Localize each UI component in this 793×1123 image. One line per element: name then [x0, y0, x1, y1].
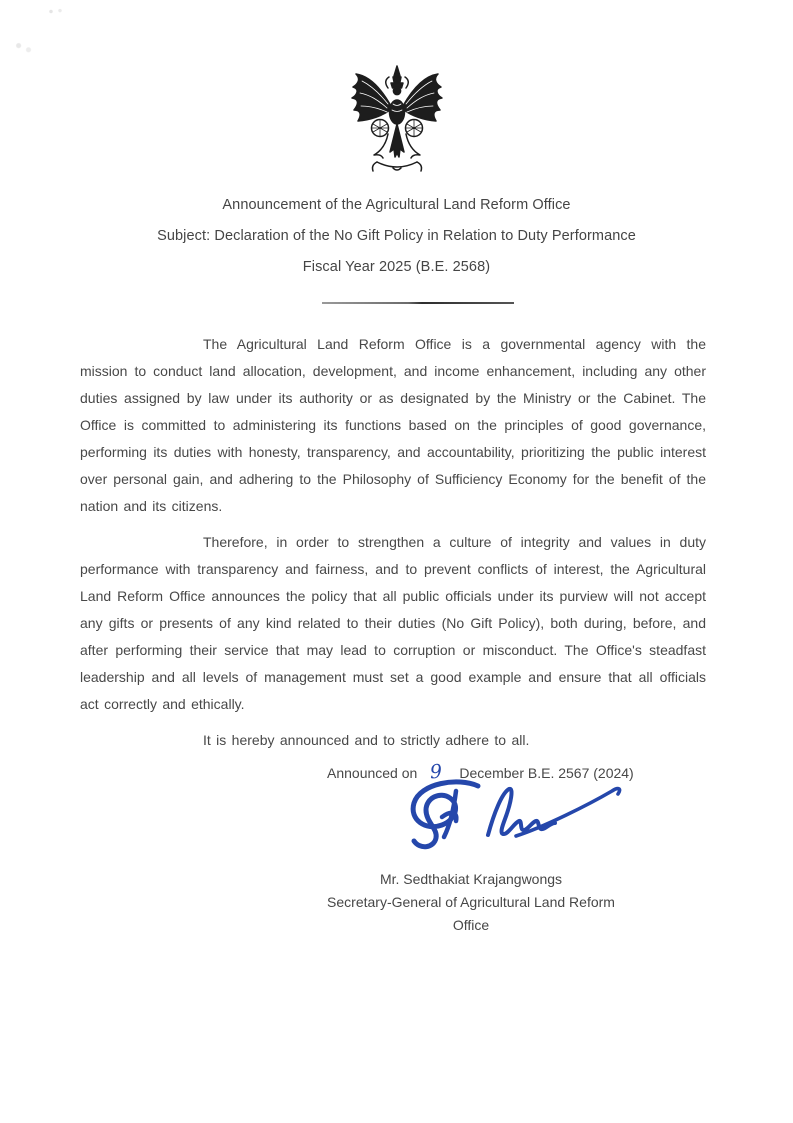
- signer-name: Mr. Sedthakiat Krajangwongs: [379, 871, 563, 887]
- paragraph-mission: The Agricultural Land Reform Office is a governmental agency with the mission to conduct land allocation, development, and income enhancement, including any other duties assigned by law under its authority or as designated by the Ministry or the Cabinet. The Office is committed to administering its functions based on the principles of good governance, performing its duties with honesty, transparency, and accountability, prioritizing the public interest over personal gain, and adhering to the Philosophy of Sufficiency Economy for the benefit of the nation and its citizens.: [80, 336, 706, 514]
- paragraph-policy: Therefore, in order to strengthen a culture of integrity and values in duty performance with transparency and fairness, and to prevent conflicts of interest, the Agricultural Land Reform Office announces the policy that all public officials under its purview will not accept any gifts or presents of any kind related to their duties (No Gift Policy), both during, before, and after performing their service that may lead to corruption or misconduct. The Office's steadfast leadership and all levels of management must set a good example and ensure that all officials act correctly and ethically.: [80, 534, 706, 712]
- signer-title: Secretary-General of Agricultural Land Reform Office: [327, 894, 615, 933]
- document-body: [80, 331, 706, 754]
- date-suffix: December B.E. 2567 (2024): [459, 765, 634, 781]
- handwritten-day-number: 9: [429, 760, 444, 784]
- header-divider-rule: [322, 302, 514, 304]
- subject-line: Subject: Declaration of the No Gift Policy in Relation to Duty Performance: [157, 228, 636, 244]
- fiscal-year-line: Fiscal Year 2025 (B.E. 2568): [302, 259, 491, 275]
- signature-icon: [392, 777, 632, 863]
- date-prefix: Announced on: [327, 765, 418, 781]
- document-header: [0, 190, 793, 283]
- announcement-title: Announcement of the Agricultural Land Reform Office: [222, 197, 571, 213]
- paragraph-closing: It is hereby announced and to strictly adhere to all.: [203, 732, 530, 748]
- scan-artifact-mark: [12, 40, 34, 54]
- scan-artifact-mark: [46, 7, 66, 16]
- garuda-emblem-icon: [344, 64, 450, 178]
- signer-block: [310, 868, 632, 937]
